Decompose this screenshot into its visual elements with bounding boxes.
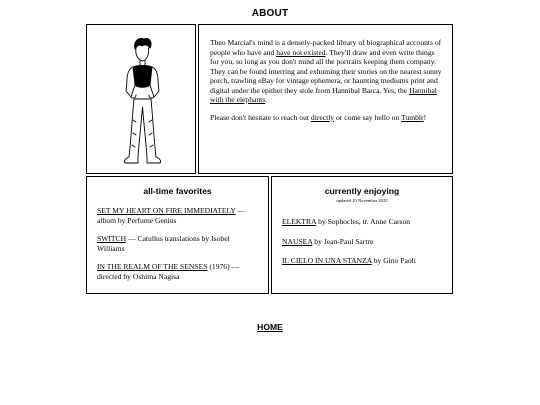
tumblr-link[interactable]: Tumblr: [401, 112, 424, 122]
favorites-panel: [86, 176, 269, 294]
not-existed-link[interactable]: have not existed: [276, 47, 326, 57]
currently-enjoying-panel: [271, 176, 453, 294]
favorite-link[interactable]: IN THE REALM OF THE SENSES: [97, 262, 208, 272]
about-panel: [198, 24, 453, 174]
favorite-link[interactable]: SWITCH: [97, 234, 127, 244]
direct-contact-link[interactable]: directly: [310, 112, 335, 122]
enjoying-heading: currently enjoying: [324, 186, 400, 196]
page-title: ABOUT: [251, 8, 289, 19]
list-item: NAUSEA by Jean-Paul Sartre: [282, 236, 374, 246]
list-item: SET MY HEART ON FIRE IMMEDIATELY — album by Perfume Genius: [97, 206, 246, 225]
enjoying-link[interactable]: ELEKTRA: [282, 217, 317, 226]
enjoying-link[interactable]: IL CIELO IN UNA STANZA: [282, 256, 372, 266]
hannibal-link[interactable]: Hannibal with the elephants: [210, 85, 437, 104]
updated-date: updated 10 November 2025: [336, 198, 388, 203]
list-item: IN THE REALM OF THE SENSES (1976) — directed by Oshima Nagisa: [97, 262, 240, 281]
list-item: SWITCH — Catullus translations by Isobel Williams: [97, 234, 230, 253]
enjoying-link[interactable]: NAUSEA: [282, 236, 313, 246]
favorites-list: [97, 206, 258, 282]
list-item: IL CIELO IN UNA STANZA by Gino Paoli: [282, 256, 416, 266]
favorites-heading: all-time favorites: [143, 186, 212, 196]
home-nav: [0, 322, 540, 332]
favorite-link[interactable]: SET MY HEART ON FIRE IMMEDIATELY: [97, 206, 236, 215]
portrait-illustration: [87, 25, 194, 172]
list-item: ELEKTRA by Sophocles, tr. Anne Carson: [282, 217, 411, 226]
contact-paragraph: Please don't hesitate to reach out directly or come say hello on Tumblr!: [210, 112, 427, 122]
portrait-panel: [86, 24, 196, 174]
bio-paragraph: Theo Marcial's mind is a densely-packed library of biographical accounts of people who have and have not existed. They'll draw and even write things for you, so long as you don't mind all the portraits keeping them company. They can be found interring and exhuming their stories on the nearest sunny porch, trawling eBay for vintage ephemera, or haunting mediums print and digital under the epithet they stole from Hannibal Barca. Yes, the Hannibal with the elephants.: [210, 38, 442, 104]
home-link[interactable]: HOME: [257, 322, 283, 332]
enjoying-list: [282, 217, 442, 266]
